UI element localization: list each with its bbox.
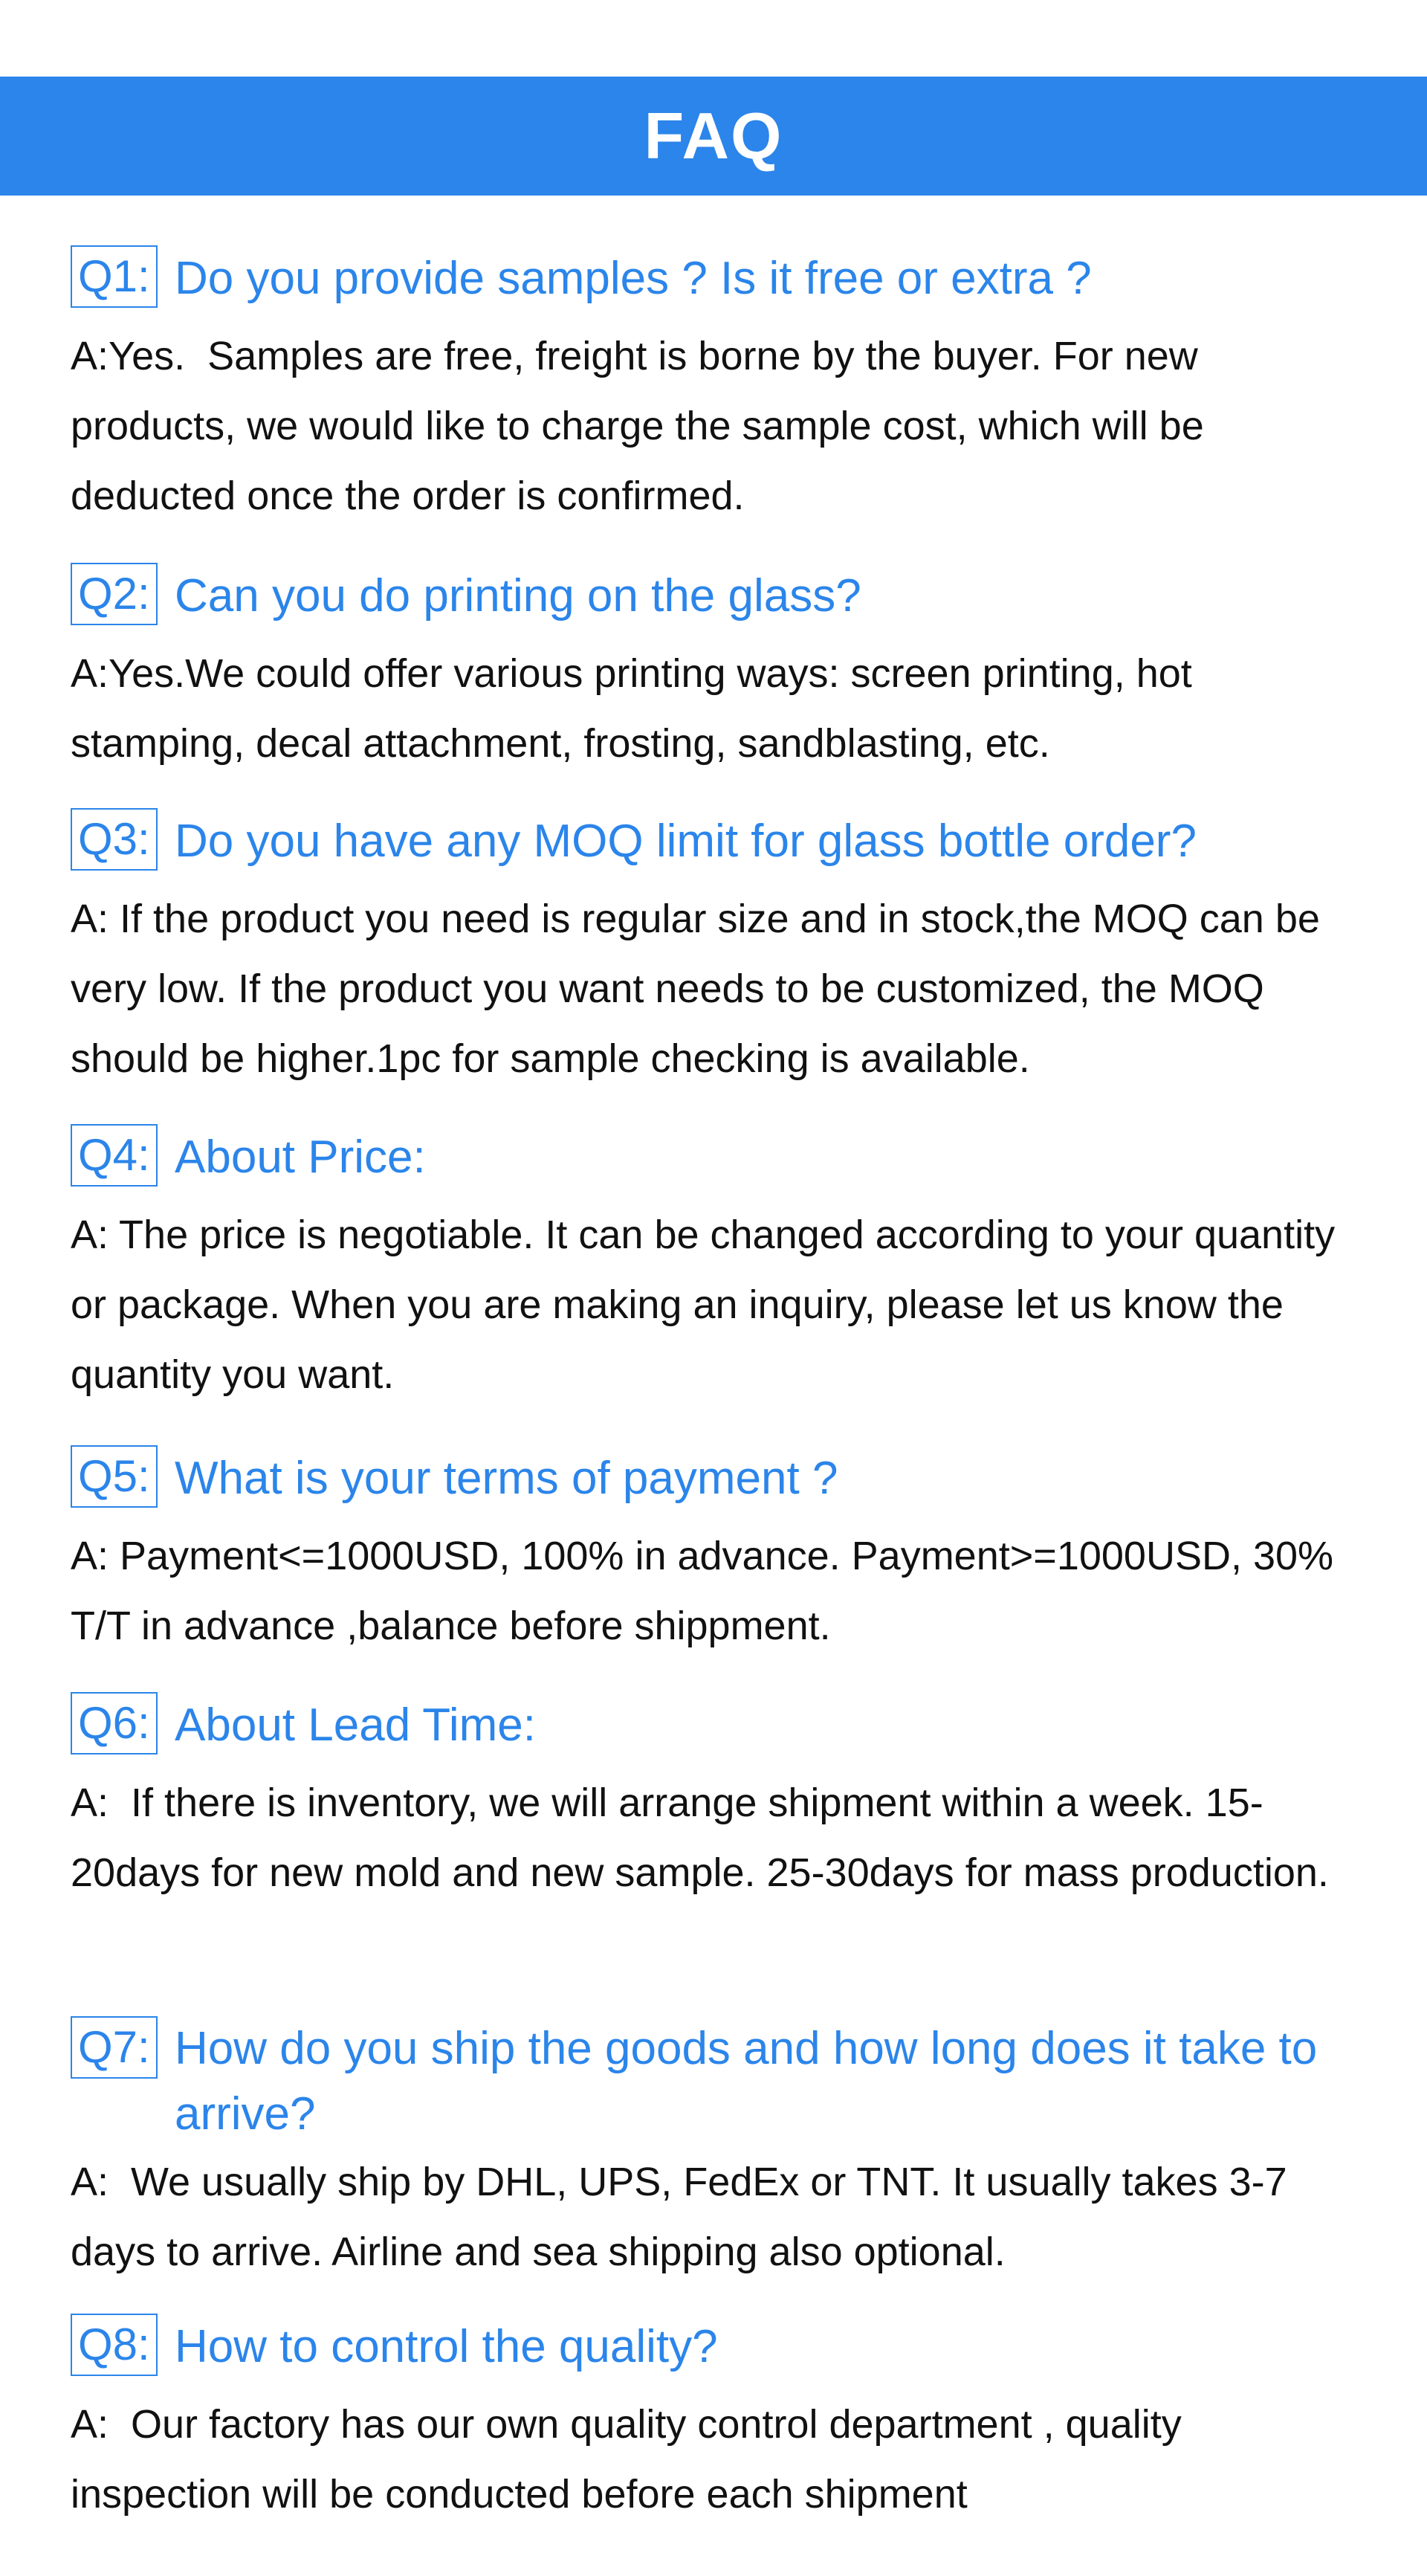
question-tag: Q7: (71, 2016, 158, 2079)
question-tag: Q4: (71, 1124, 158, 1187)
answer-text: A: Our factory has our own quality control department , quality inspection will be conducted before each shipment (71, 2402, 1193, 2517)
question-text: How do you ship the goods and how long does it take to arrive? (175, 2023, 1318, 2140)
question-text: What is your terms of payment ? (175, 1453, 838, 1504)
question-text: About Price: (175, 1132, 426, 1183)
question-row (71, 1692, 1364, 1759)
faq-item-q5 (71, 1445, 1364, 1661)
faq-item-q8 (71, 2314, 1364, 2529)
question-row (71, 808, 1364, 875)
question-row (71, 1445, 1364, 1512)
answer-text: A: We usually ship by DHL, UPS, FedEx or TNT. It usually takes 3-7 days to arrive. Airline and sea shipping also optional. (71, 2160, 1298, 2274)
question-row (71, 2314, 1364, 2380)
faq-item-q3 (71, 808, 1364, 1094)
faq-item-q2 (71, 563, 1364, 778)
question-tag: Q5: (71, 1445, 158, 1508)
question-text: Can you do printing on the glass? (175, 570, 861, 622)
question-row (71, 1124, 1364, 1191)
question-tag: Q6: (71, 1692, 158, 1755)
question-row (71, 2016, 1364, 2147)
answer-text: A: The price is negotiable. It can be changed according to your quantity or package. When you are making an inquiry, please let us know the quantity you want. (71, 1213, 1347, 1397)
question-row (71, 245, 1364, 312)
answer-text: A:Yes.We could offer various printing ways: screen printing, hot stamping, decal attachment, frosting, sandblasting, etc. (71, 651, 1203, 766)
question-text: Do you provide samples ? Is it free or extra ? (175, 253, 1092, 304)
answer-text: A:Yes. Samples are free, freight is borne by the buyer. For new products, we would like to charge the sample cost, which will be deducted once the order is confirmed. (71, 334, 1215, 518)
faq-item-q1 (71, 245, 1364, 531)
question-tag: Q8: (71, 2314, 158, 2376)
faq-item-q6 (71, 1692, 1364, 1908)
question-tag: Q1: (71, 245, 158, 308)
question-tag: Q2: (71, 563, 158, 625)
faq-banner (0, 77, 1427, 196)
answer-text: A: Payment<=1000USD, 100% in advance. Payment>=1000USD, 30% T/T in advance ,balance before shippment. (71, 1534, 1345, 1648)
page-title: FAQ (644, 99, 783, 172)
question-text: About Lead Time: (175, 1699, 536, 1751)
question-text: How to control the quality? (175, 2321, 718, 2372)
faq-item-q7 (71, 2016, 1364, 2287)
answer-text: A: If there is inventory, we will arrange shipment within a week. 15-20days for new mold and new sample. 25-30days for mass production. (71, 1781, 1329, 1895)
question-text: Do you have any MOQ limit for glass bottle order? (175, 816, 1197, 867)
faq-item-q4 (71, 1124, 1364, 1410)
answer-text: A: If the product you need is regular size and in stock,the MOQ can be very low. If the product you want needs to be customized, the MOQ should be higher.1pc for sample checking is available. (71, 897, 1331, 1081)
question-tag: Q3: (71, 808, 158, 871)
question-row (71, 563, 1364, 630)
